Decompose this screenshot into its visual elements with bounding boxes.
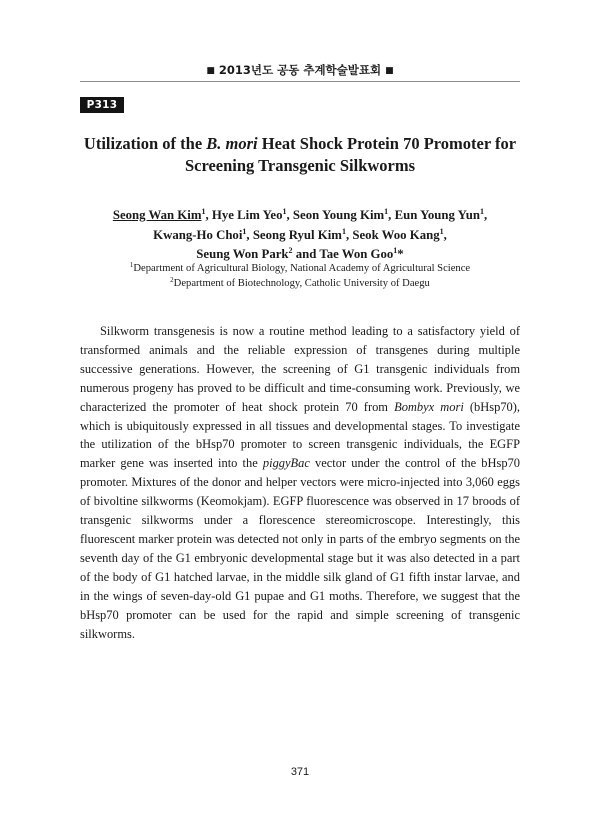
author-name: Tae Won Goo [319, 247, 394, 261]
affiliation-number: 1 [129, 261, 134, 269]
affiliation-number: 2 [170, 275, 174, 284]
abstract-italic-species: Bombyx mori [394, 399, 464, 414]
author-name: Hye Lim Yeo [211, 208, 283, 222]
author [319, 247, 403, 261]
author: Kwang-Ho Choi$^1$, [153, 226, 253, 242]
author: Eun Young Yun$^1$, [394, 207, 488, 222]
page-number: 371 [290, 766, 310, 778]
author: Seong Ryul Kim$^1$, [252, 226, 353, 242]
conference-header [0, 62, 600, 78]
title-species: B. mori [206, 134, 258, 153]
author-affiliation: 1 [242, 226, 247, 236]
author-name: Seok Woo Kang [352, 227, 440, 242]
abstract-paragraph [80, 322, 520, 643]
affiliation-line [60, 262, 540, 277]
header-divider [80, 81, 520, 82]
affiliation-text: Department of Biotechnology, Catholic University of Daegu [173, 277, 430, 289]
paper-title [60, 133, 540, 177]
author: Seong Wan Kim$^1$, [112, 207, 212, 222]
affiliation-text: Department of Agricultural Biology, National Academy of Agricultural Science [133, 263, 471, 274]
affiliation-list [60, 262, 540, 291]
conference-title: 2013년도 공동 추계학술발표회 [218, 63, 382, 77]
author-name: Seong Wan Kim [112, 208, 202, 222]
author-affiliation: 1 [384, 207, 389, 216]
author-name: Seung Won Park [196, 247, 289, 261]
corresponding-mark: * [397, 247, 404, 261]
author: Seon Young Kim$^1$, [292, 207, 395, 222]
author-affiliation: 1 [201, 207, 206, 216]
square-bullet-icon: ■ [206, 66, 215, 76]
square-bullet-icon: ■ [385, 66, 394, 76]
author: Seung Won Park$^2$ and [196, 246, 320, 261]
author-name: Seon Young Kim [292, 208, 385, 222]
affiliation-line [60, 277, 540, 292]
title-text: Utilization of the [83, 134, 207, 153]
author-affiliation: 2 [288, 246, 293, 255]
author: Hye Lim Yeo$^1$, [211, 207, 293, 222]
abstract-text: vector under the control of the bHsp70 promoter. Mixtures of the donor and helper vectors were micro-injected into 3,060 eggs of bivoltine silkworms (Keomokjam). EGFP fluorescence was observed in 17 broods of transgenic silkworms under a florescence stereomicroscope. Interestingly, this fluorescent marker protein was detected not only in parts of the embryo segments on the seventh day of the G1 embryonic developmental stage but it was also detected in a part of the body of G1 hatched larvae, in the middle silk gland of G1 fifth instar larvae, and in the wings of seven-day-old G1 pupae and G1 moths. Therefore, we suggest that the bHsp70 promoter can be used for the rapid and simple screening of transgenic silkworms. [80, 456, 521, 641]
author-list [60, 206, 540, 265]
title-text: Screening Transgenic Silkworms [184, 156, 416, 175]
author: Seok Woo Kang$^1$, [352, 226, 447, 242]
poster-id-badge: P313 [80, 97, 124, 113]
author-name: Seong Ryul Kim [252, 227, 342, 242]
author-affiliation: 1 [479, 207, 484, 216]
abstract-text: (bHsp70), which is ubiquitously expressed in all tissues and developmental stages. To investigate the utilization of the bHsp70 promoter to screen transgenic individuals, the EGFP marker gene was inserted into the [80, 399, 521, 471]
author-affiliation: 1 [439, 226, 444, 236]
author-name: Kwang-Ho Choi [153, 227, 243, 242]
author-affiliation: 1 [282, 207, 287, 216]
author-affiliation: 1 [393, 246, 398, 255]
abstract-italic-vector: piggyBac [262, 456, 310, 471]
author-affiliation: 1 [341, 226, 346, 236]
author-name: Eun Young Yun [394, 208, 480, 222]
title-text: Heat Shock Protein 70 Promoter for [257, 134, 517, 153]
abstract-text: Silkworm transgenesis is now a routine method leading to a satisfactory yield of transformed animals and the reliable expression of transgenes during multiple successive generations. However, the screening of G1 transgenic individuals from numerous progeny has proved to be difficult and time-consuming work. Previously, we characterized the promoter of heat shock protein 70 from [80, 324, 520, 414]
